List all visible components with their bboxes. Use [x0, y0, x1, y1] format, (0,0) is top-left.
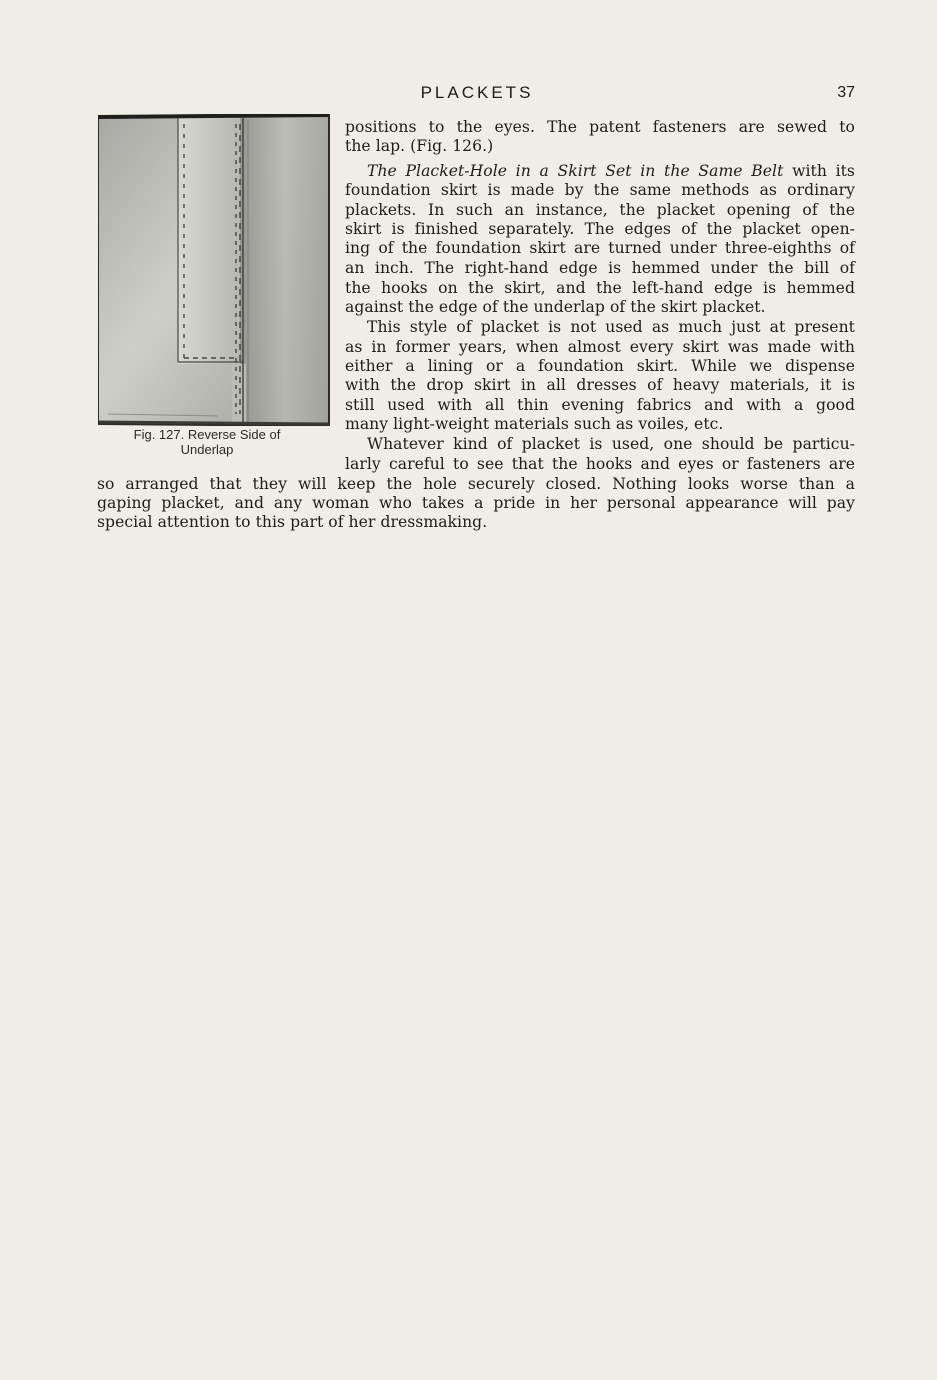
text-line: an inch. The right-hand edge is hemmed under the bill of [345, 259, 855, 277]
text-line: ing of the foundation skirt are turned under three-eighths of [345, 239, 855, 257]
text-line: as in former years, when almost every skirt was made with [345, 338, 855, 356]
text-line: plackets. In such an instance, the placket opening of the [345, 201, 855, 219]
text-line: larly careful to see that the hooks and eyes or fasteners are [345, 455, 855, 473]
text-line: the hooks on the skirt, and the left-hand edge is hemmed [345, 279, 855, 297]
text-line: special attention to this part of her dressmaking. [97, 513, 488, 531]
text-line: with the drop skirt in all dresses of heavy materials, it is [345, 376, 855, 394]
text-line: so arranged that they will keep the hole securely closed. Nothing looks worse than a [97, 475, 855, 493]
text-line: against the edge of the underlap of the skirt placket. [345, 298, 766, 316]
page-number: 37 [837, 84, 855, 101]
text-line: still used with all thin evening fabrics and with a good [345, 396, 855, 414]
text-line: This style of placket is not used as much just at present [367, 318, 855, 336]
page-title: PLACKETS [420, 83, 534, 102]
text-line: many light-weight materials such as voiles, etc. [345, 415, 724, 433]
text-line: skirt is finished separately. The edges of the placket open- [345, 220, 855, 238]
text-line: gaping placket, and any woman who takes a pride in her personal appearance will pay [97, 494, 855, 512]
text-line: either a lining or a foundation skirt. While we dispense [345, 357, 855, 375]
caption-line: Fig. 127. Reverse Side of [133, 427, 281, 442]
text-line: the lap. (Fig. 126.) [345, 137, 494, 155]
text-run: with its [792, 162, 855, 180]
text-line: positions to the eyes. The patent fasteners are sewed to [345, 118, 855, 136]
italic-lead: The Placket-Hole in a Skirt Set in the Same Belt [367, 162, 784, 180]
paragraph-lead-line [345, 161, 855, 181]
text-line: Whatever kind of placket is used, one should be particu- [367, 435, 855, 453]
text-line: foundation skirt is made by the same methods as ordinary [345, 181, 855, 199]
caption-line: Underlap [180, 442, 234, 457]
